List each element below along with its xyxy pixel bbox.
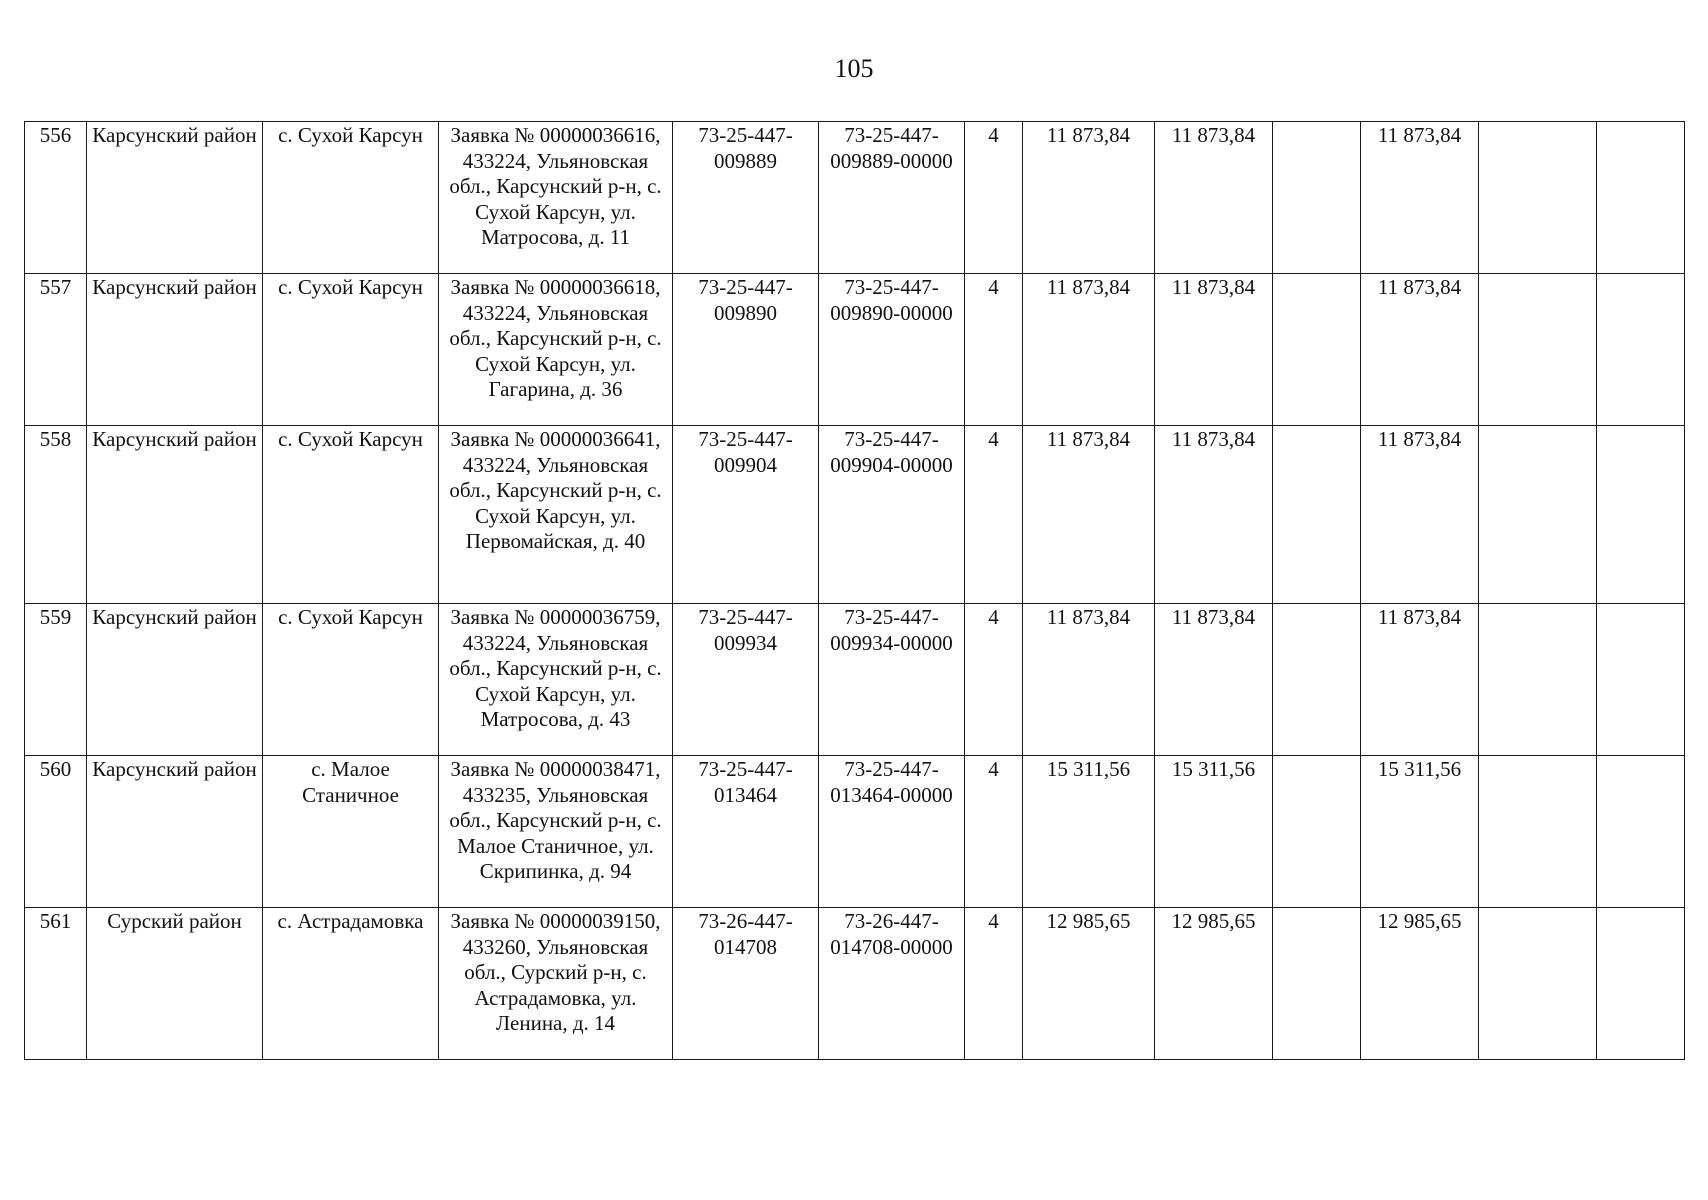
amount-cell: 11 873,84: [1023, 122, 1155, 274]
empty-cell: [1597, 756, 1685, 908]
locality-cell: с. Сухой Карсун: [263, 604, 439, 756]
code-cell: 73-25-447-013464: [673, 756, 819, 908]
code-cell: 73-25-447-009904: [673, 426, 819, 604]
empty-cell: [1479, 426, 1597, 604]
total-cell: 12 985,65: [1361, 908, 1479, 1060]
quantity-cell: 4: [965, 274, 1023, 426]
empty-cell: [1273, 908, 1361, 1060]
empty-cell: [1273, 604, 1361, 756]
row-number: 560: [25, 756, 87, 908]
row-number: 558: [25, 426, 87, 604]
application-cell: Заявка № 00000036759, 433224, Ульяновская обл., Карсунский р-н, с. Сухой Карсун, ул. Матросова, д. 43: [439, 604, 673, 756]
table-row: [25, 908, 1685, 1060]
amount-cell: 15 311,56: [1155, 756, 1273, 908]
full-code-cell: 73-25-447-009934-00000: [819, 604, 965, 756]
empty-cell: [1479, 122, 1597, 274]
quantity-cell: 4: [965, 908, 1023, 1060]
amount-cell: 15 311,56: [1023, 756, 1155, 908]
empty-cell: [1479, 604, 1597, 756]
application-cell: Заявка № 00000039150, 433260, Ульяновская обл., Сурский р-н, с. Астрадамовка, ул. Ленина, д. 14: [439, 908, 673, 1060]
full-code-cell: 73-25-447-013464-00000: [819, 756, 965, 908]
locality-cell: с. Астрадамовка: [263, 908, 439, 1060]
district-cell: Карсунский район: [87, 756, 263, 908]
locality-cell: с. Сухой Карсун: [263, 122, 439, 274]
total-cell: 11 873,84: [1361, 274, 1479, 426]
total-cell: 11 873,84: [1361, 122, 1479, 274]
full-code-cell: 73-26-447-014708-00000: [819, 908, 965, 1060]
empty-cell: [1597, 122, 1685, 274]
amount-cell: 12 985,65: [1155, 908, 1273, 1060]
district-cell: Сурский район: [87, 908, 263, 1060]
table-row: [25, 122, 1685, 274]
district-cell: Карсунский район: [87, 274, 263, 426]
total-cell: 11 873,84: [1361, 604, 1479, 756]
locality-cell: с. Малое Станичное: [263, 756, 439, 908]
amount-cell: 11 873,84: [1155, 604, 1273, 756]
amount-cell: 11 873,84: [1023, 274, 1155, 426]
amount-cell: 11 873,84: [1023, 426, 1155, 604]
district-cell: Карсунский район: [87, 122, 263, 274]
application-cell: Заявка № 00000036616, 433224, Ульяновская обл., Карсунский р-н, с. Сухой Карсун, ул. Матросова, д. 11: [439, 122, 673, 274]
empty-cell: [1479, 274, 1597, 426]
empty-cell: [1273, 426, 1361, 604]
row-number: 556: [25, 122, 87, 274]
full-code-cell: 73-25-447-009889-00000: [819, 122, 965, 274]
page-number: 105: [834, 54, 874, 83]
amount-cell: 11 873,84: [1155, 274, 1273, 426]
amount-cell: 11 873,84: [1155, 426, 1273, 604]
code-cell: 73-25-447-009889: [673, 122, 819, 274]
empty-cell: [1479, 756, 1597, 908]
application-cell: Заявка № 00000038471, 433235, Ульяновская обл., Карсунский р-н, с. Малое Станичное, ул. Скрипинка, д. 94: [439, 756, 673, 908]
application-cell: Заявка № 00000036641, 433224, Ульяновская обл., Карсунский р-н, с. Сухой Карсун, ул. Первомайская, д. 40: [439, 426, 673, 604]
empty-cell: [1273, 274, 1361, 426]
quantity-cell: 4: [965, 604, 1023, 756]
code-cell: 73-25-447-009890: [673, 274, 819, 426]
locality-cell: с. Сухой Карсун: [263, 426, 439, 604]
application-cell: Заявка № 00000036618, 433224, Ульяновская обл., Карсунский р-н, с. Сухой Карсун, ул. Гагарина, д. 36: [439, 274, 673, 426]
district-cell: Карсунский район: [87, 426, 263, 604]
quantity-cell: 4: [965, 426, 1023, 604]
code-cell: 73-25-447-009934: [673, 604, 819, 756]
full-code-cell: 73-25-447-009904-00000: [819, 426, 965, 604]
row-number: 561: [25, 908, 87, 1060]
quantity-cell: 4: [965, 756, 1023, 908]
empty-cell: [1597, 426, 1685, 604]
empty-cell: [1273, 122, 1361, 274]
empty-cell: [1273, 756, 1361, 908]
empty-cell: [1597, 274, 1685, 426]
locality-cell: с. Сухой Карсун: [263, 274, 439, 426]
district-cell: Карсунский район: [87, 604, 263, 756]
total-cell: 15 311,56: [1361, 756, 1479, 908]
row-number: 559: [25, 604, 87, 756]
total-cell: 11 873,84: [1361, 426, 1479, 604]
empty-cell: [1479, 908, 1597, 1060]
table-row: [25, 756, 1685, 908]
registry-table: [24, 121, 1685, 1060]
amount-cell: 11 873,84: [1023, 604, 1155, 756]
empty-cell: [1597, 604, 1685, 756]
table-row: [25, 274, 1685, 426]
table-row: [25, 604, 1685, 756]
full-code-cell: 73-25-447-009890-00000: [819, 274, 965, 426]
empty-cell: [1597, 908, 1685, 1060]
table-row: [25, 426, 1685, 604]
row-number: 557: [25, 274, 87, 426]
amount-cell: 11 873,84: [1155, 122, 1273, 274]
code-cell: 73-26-447-014708: [673, 908, 819, 1060]
amount-cell: 12 985,65: [1023, 908, 1155, 1060]
quantity-cell: 4: [965, 122, 1023, 274]
